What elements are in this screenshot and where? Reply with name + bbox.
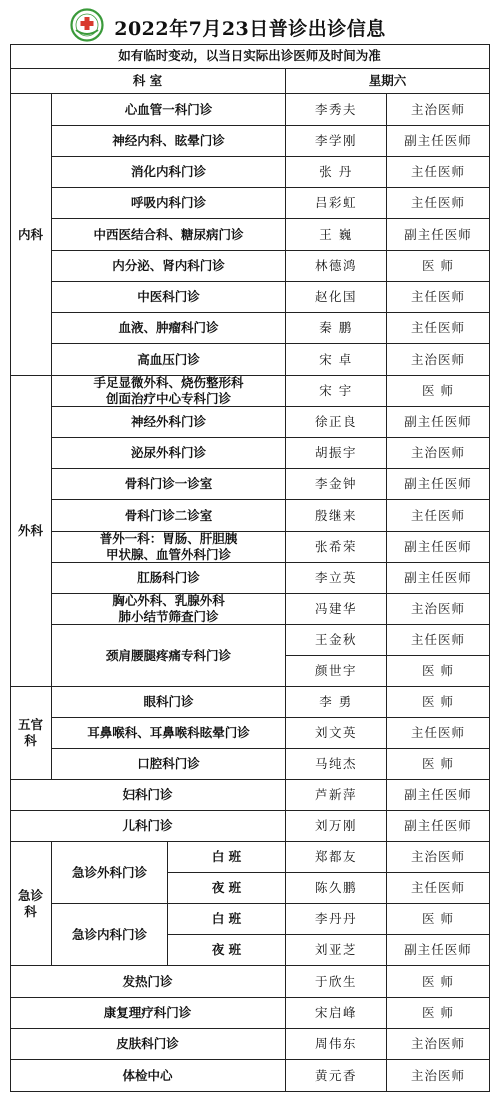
doctor-title: 主任医师 bbox=[387, 313, 490, 344]
doctor-title: 主任医师 bbox=[387, 718, 490, 749]
doctor-name: 李金钟 bbox=[286, 469, 387, 500]
doctor-title: 副主任医师 bbox=[387, 469, 490, 500]
doctor-title: 主治医师 bbox=[387, 344, 490, 376]
doctor-title: 医 师 bbox=[387, 749, 490, 780]
doctor-name: 殷继来 bbox=[286, 500, 387, 532]
clinic-name: 泌尿外科门诊 bbox=[52, 438, 286, 469]
department-group-label: 五官科 bbox=[10, 687, 52, 780]
doctor-name: 赵化国 bbox=[286, 282, 387, 313]
doctor-title: 副主任医师 bbox=[387, 811, 490, 842]
doctor-name: 张希荣 bbox=[286, 532, 387, 563]
doctor-name: 王 巍 bbox=[286, 219, 387, 251]
doctor-name: 郑都友 bbox=[286, 842, 387, 873]
doctor-name: 于欣生 bbox=[286, 966, 387, 998]
clinic-name: 儿科门诊 bbox=[10, 811, 286, 842]
doctor-name: 胡振宇 bbox=[286, 438, 387, 469]
doctor-title: 主任医师 bbox=[387, 625, 490, 656]
doctor-name: 刘亚芝 bbox=[286, 935, 387, 966]
clinic-name: 神经内科、眩晕门诊 bbox=[52, 126, 286, 157]
doctor-name: 秦 鹏 bbox=[286, 313, 387, 344]
doctor-name: 王金秋 bbox=[286, 625, 387, 656]
doctor-title: 副主任医师 bbox=[387, 563, 490, 594]
doctor-title: 主治医师 bbox=[387, 1060, 490, 1092]
clinic-name: 骨科门诊一诊室 bbox=[52, 469, 286, 500]
page-title: 2022年7月23日普诊出诊信息 bbox=[114, 18, 386, 40]
clinic-name: 皮肤科门诊 bbox=[10, 1029, 286, 1060]
doctor-name: 宋 宇 bbox=[286, 376, 387, 407]
shift-label: 白 班 bbox=[168, 842, 286, 873]
clinic-name: 消化内科门诊 bbox=[52, 157, 286, 188]
doctor-title: 医 师 bbox=[387, 998, 490, 1029]
clinic-name: 康复理疗科门诊 bbox=[10, 998, 286, 1029]
clinic-name: 神经外科门诊 bbox=[52, 407, 286, 438]
clinic-name: 颈肩腰腿疼痛专科门诊 bbox=[52, 625, 286, 687]
doctor-name: 芦新萍 bbox=[286, 780, 387, 811]
doctor-name: 马纯杰 bbox=[286, 749, 387, 780]
clinic-name: 普外一科：胃肠、肝胆胰 甲状腺、血管外科门诊 bbox=[52, 532, 286, 563]
clinic-name: 中西医结合科、糖尿病门诊 bbox=[52, 219, 286, 251]
doctor-name: 李学刚 bbox=[286, 126, 387, 157]
doctor-name: 李 勇 bbox=[286, 687, 387, 718]
doctor-title: 医 师 bbox=[387, 966, 490, 998]
clinic-name: 手足显微外科、烧伤整形科 创面治疗中心专科门诊 bbox=[52, 376, 286, 407]
clinic-name: 急诊外科门诊 bbox=[52, 842, 168, 904]
doctor-name: 陈久鹏 bbox=[286, 873, 387, 904]
department-group-label: 外科 bbox=[10, 376, 52, 687]
doctor-title: 主治医师 bbox=[387, 594, 490, 625]
doctor-title: 主任医师 bbox=[387, 282, 490, 313]
table-border bbox=[10, 44, 490, 1092]
doctor-name: 徐正良 bbox=[286, 407, 387, 438]
doctor-title: 副主任医师 bbox=[387, 407, 490, 438]
day-column-header: 星期六 bbox=[286, 69, 490, 94]
doctor-name: 李丹丹 bbox=[286, 904, 387, 935]
doctor-name: 林德鸿 bbox=[286, 251, 387, 282]
doctor-title: 主任医师 bbox=[387, 157, 490, 188]
doctor-name: 冯建华 bbox=[286, 594, 387, 625]
clinic-name: 高血压门诊 bbox=[52, 344, 286, 376]
clinic-name: 中医科门诊 bbox=[52, 282, 286, 313]
doctor-title: 主任医师 bbox=[387, 873, 490, 904]
doctor-title: 医 师 bbox=[387, 251, 490, 282]
department-group-label: 内科 bbox=[10, 94, 52, 376]
doctor-title: 副主任医师 bbox=[387, 935, 490, 966]
doctor-name: 宋启峰 bbox=[286, 998, 387, 1029]
doctor-name: 宋 卓 bbox=[286, 344, 387, 376]
clinic-name: 心血管一科门诊 bbox=[52, 94, 286, 126]
doctor-title: 主治医师 bbox=[387, 438, 490, 469]
doctor-title: 医 师 bbox=[387, 376, 490, 407]
doctor-title: 医 师 bbox=[387, 904, 490, 935]
clinic-name: 口腔科门诊 bbox=[52, 749, 286, 780]
doctor-title: 主任医师 bbox=[387, 188, 490, 219]
doctor-title: 副主任医师 bbox=[387, 219, 490, 251]
doctor-title: 副主任医师 bbox=[387, 780, 490, 811]
doctor-title: 主治医师 bbox=[387, 94, 490, 126]
doctor-name: 李立英 bbox=[286, 563, 387, 594]
clinic-name: 妇科门诊 bbox=[10, 780, 286, 811]
table-left-border bbox=[10, 44, 11, 1092]
doctor-title: 医 师 bbox=[387, 656, 490, 687]
doctor-name: 刘文英 bbox=[286, 718, 387, 749]
doctor-name: 张 丹 bbox=[286, 157, 387, 188]
doctor-title: 副主任医师 bbox=[387, 126, 490, 157]
clinic-name: 肛肠科门诊 bbox=[52, 563, 286, 594]
doctor-name: 吕彩虹 bbox=[286, 188, 387, 219]
doctor-title: 主治医师 bbox=[387, 1029, 490, 1060]
clinic-name: 发热门诊 bbox=[10, 966, 286, 998]
clinic-name: 耳鼻喉科、耳鼻喉科眩晕门诊 bbox=[52, 718, 286, 749]
doctor-name: 周伟东 bbox=[286, 1029, 387, 1060]
shift-label: 白 班 bbox=[168, 904, 286, 935]
shift-label: 夜 班 bbox=[168, 873, 286, 904]
clinic-name: 体检中心 bbox=[10, 1060, 286, 1092]
department-group-label: 急诊科 bbox=[10, 842, 52, 966]
notice-row: 如有临时变动，以当日实际出诊医师及时间为准 bbox=[10, 44, 490, 69]
doctor-name: 颜世宇 bbox=[286, 656, 387, 687]
clinic-name: 呼吸内科门诊 bbox=[52, 188, 286, 219]
doctor-name: 李秀夫 bbox=[286, 94, 387, 126]
doctor-title: 副主任医师 bbox=[387, 532, 490, 563]
doctor-title: 主任医师 bbox=[387, 500, 490, 532]
department-column-header: 科 室 bbox=[10, 69, 286, 94]
doctor-name: 黄元香 bbox=[286, 1060, 387, 1092]
clinic-name: 内分泌、肾内科门诊 bbox=[52, 251, 286, 282]
shift-label: 夜 班 bbox=[168, 935, 286, 966]
clinic-name: 眼科门诊 bbox=[52, 687, 286, 718]
doctor-title: 主治医师 bbox=[387, 842, 490, 873]
clinic-name: 血液、肿瘤科门诊 bbox=[52, 313, 286, 344]
doctor-name: 刘万刚 bbox=[286, 811, 387, 842]
clinic-name: 骨科门诊二诊室 bbox=[52, 500, 286, 532]
doctor-title: 医 师 bbox=[387, 687, 490, 718]
clinic-name: 急诊内科门诊 bbox=[52, 904, 168, 966]
clinic-name: 胸心外科、乳腺外科 肺小结节筛查门诊 bbox=[52, 594, 286, 625]
